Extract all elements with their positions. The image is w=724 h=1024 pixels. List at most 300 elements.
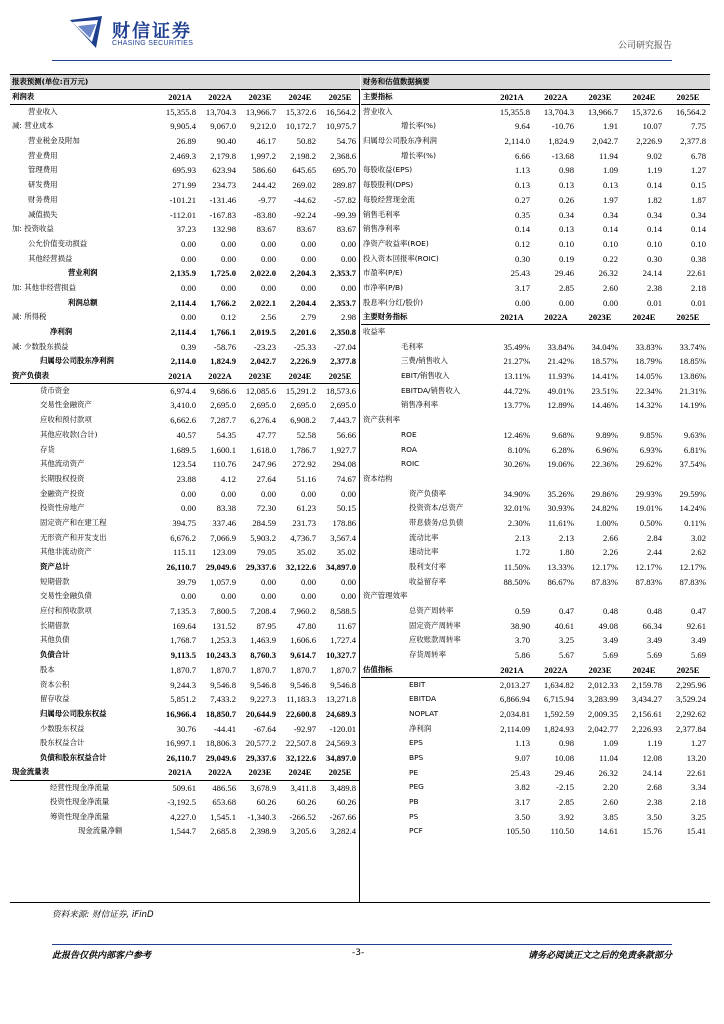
row-label: EBITDA — [409, 694, 437, 704]
year-header: 2025E — [666, 663, 710, 678]
table-row — [361, 780, 710, 795]
cell-value: 2.60 — [602, 797, 618, 808]
row-label: 交易性金融资产 — [40, 400, 92, 410]
cell-value: 132.98 — [212, 224, 236, 235]
cell-value: 0.10 — [558, 238, 574, 249]
row-label: 资产获利率 — [363, 415, 400, 425]
row-label: 净利润 — [50, 327, 73, 337]
year-header: 2025E — [320, 369, 360, 384]
cell-value: 2,469.3 — [170, 150, 196, 161]
table-row — [10, 442, 360, 457]
cell-value: 18.57% — [591, 356, 618, 367]
cell-value: 12.08 — [642, 752, 662, 763]
cell-value — [666, 325, 710, 340]
row-label: 存货周转率 — [409, 650, 446, 660]
cell-value: 54.76 — [336, 136, 357, 147]
table-row — [361, 237, 710, 252]
cell-value: -9.77 — [258, 194, 276, 205]
cell-value: -267.66 — [329, 811, 357, 822]
cell-value: -101.21 — [169, 194, 196, 205]
cell-value: 33.83% — [635, 341, 662, 352]
row-label: PEG — [409, 782, 424, 792]
cell-value: 2.13 — [514, 532, 530, 543]
cell-value: 1,824.9 — [548, 136, 574, 147]
cell-value: 2,695.0 — [290, 400, 316, 411]
cell-value — [622, 325, 666, 340]
cell-value: 11.93% — [547, 371, 574, 382]
cell-value: 3,283.99 — [587, 694, 618, 705]
year-header: 2025E — [666, 310, 710, 325]
cell-value: 0.50% — [639, 517, 662, 528]
cell-value: 3.17 — [514, 282, 530, 293]
year-header: 2021A — [160, 90, 200, 105]
cell-value: 3.82 — [514, 782, 530, 793]
cell-value: 2,019.5 — [250, 327, 276, 338]
cell-value: 2,695.0 — [250, 400, 276, 411]
cell-value: 2,034.81 — [499, 708, 530, 719]
table-row — [10, 589, 360, 604]
cell-value: 46.17 — [256, 136, 276, 147]
cell-value: 0.01 — [690, 297, 707, 308]
cell-value: 29.46 — [554, 767, 574, 778]
table-row — [10, 545, 360, 560]
table-row — [361, 222, 710, 237]
cell-value: 394.75 — [172, 517, 196, 528]
table-row — [10, 354, 360, 369]
cell-value: 2.62 — [690, 547, 707, 558]
table-row — [10, 604, 360, 619]
row-label: 固定资产周转率 — [409, 620, 461, 630]
cell-value: 2.38 — [646, 282, 662, 293]
cell-value: -58.76 — [213, 341, 236, 352]
cell-value: 86.67% — [547, 576, 574, 587]
cell-value: 49.01% — [547, 385, 574, 396]
cell-value: 18.85% — [679, 356, 707, 367]
cell-value: 9,546.8 — [250, 679, 276, 690]
cell-value: 18,806.3 — [205, 738, 236, 749]
table-row — [361, 472, 710, 487]
table-row — [10, 751, 360, 766]
cell-value: 12,085.6 — [245, 386, 276, 397]
cell-value: 3,529.24 — [675, 694, 707, 705]
year-header: 2022A — [534, 310, 578, 325]
cell-value: 2.60 — [602, 282, 618, 293]
year-header: 2024E — [280, 765, 320, 780]
section-header-row — [10, 765, 360, 780]
table-row — [361, 765, 710, 780]
cell-value: 13,966.7 — [245, 106, 276, 117]
cell-value: 13.11% — [503, 371, 530, 382]
cell-value: 6.96% — [595, 444, 618, 455]
cell-value: 1,463.9 — [250, 635, 276, 646]
cell-value: 1.72 — [514, 547, 530, 558]
cell-value: 2.85 — [558, 282, 574, 293]
forecast-statements-panel — [10, 75, 360, 902]
cell-value: 269.02 — [292, 180, 316, 191]
cell-value: 35.02 — [336, 547, 357, 558]
row-label: 带息债务/总负债 — [409, 517, 464, 527]
table-row — [10, 501, 360, 516]
cell-value: 15,291.2 — [285, 386, 316, 397]
cell-value: 35.02 — [296, 547, 316, 558]
chasing-logo-icon — [66, 12, 106, 52]
table-row — [361, 809, 710, 824]
cell-value: 2,198.2 — [290, 150, 316, 161]
cell-value — [666, 472, 710, 487]
table-row — [10, 648, 360, 663]
row-label: 负债和股东权益合计 — [40, 752, 107, 762]
section-header: 利润表 — [10, 90, 160, 105]
cell-value: 8,588.5 — [330, 606, 357, 617]
cell-value: 47.77 — [256, 429, 276, 440]
cell-value: 9.02 — [646, 150, 662, 161]
cell-value: 10,172.7 — [285, 121, 316, 132]
row-label: 销售净利率 — [363, 224, 400, 234]
cell-value: 509.61 — [172, 782, 196, 793]
cell-value: 21.27% — [503, 356, 530, 367]
cell-value: 6.81% — [683, 444, 707, 455]
cell-value: 32,122.6 — [285, 562, 316, 573]
table-row — [10, 574, 360, 589]
row-label: 营业收入 — [363, 106, 393, 116]
cell-value: 60.26 — [336, 797, 357, 808]
cell-value: 169.64 — [172, 620, 196, 631]
table-row — [10, 516, 360, 531]
cell-value: 0.47 — [690, 606, 707, 617]
data-source-note: 资料来源: 财信证券, iFinD — [52, 910, 154, 920]
table-row — [361, 193, 710, 208]
table-row — [361, 795, 710, 810]
cell-value: 92.61 — [686, 620, 707, 631]
year-header: 2022A — [534, 663, 578, 678]
cell-value: 14.61 — [598, 826, 618, 837]
cell-value: 16,966.4 — [165, 708, 196, 719]
cell-value: 0.22 — [602, 253, 618, 264]
cell-value: 2,159.78 — [631, 679, 662, 690]
cell-value: 2,377.8 — [680, 136, 707, 147]
table-row — [361, 618, 710, 633]
cell-value: 13,271.8 — [326, 694, 357, 705]
row-label: 营业费用 — [28, 150, 58, 160]
table-row — [361, 736, 710, 751]
table-row — [10, 530, 360, 545]
cell-value: 1,545.1 — [210, 811, 236, 822]
row-label: 速动比率 — [409, 547, 439, 557]
table-row — [361, 428, 710, 443]
table-row — [361, 119, 710, 134]
cell-value: 1,766.2 — [210, 297, 236, 308]
cell-value: 1,727.4 — [330, 635, 357, 646]
cell-value: 15.41 — [686, 826, 707, 837]
table-row — [361, 281, 710, 296]
cell-value: 0.00 — [514, 297, 530, 308]
row-label: 总资产周转率 — [409, 606, 454, 616]
cell-value: 3,205.6 — [290, 826, 316, 837]
table-row — [10, 281, 360, 296]
table-row — [361, 178, 710, 193]
row-label: 增长率(%) — [401, 121, 436, 131]
cell-value: -167.83 — [209, 209, 236, 220]
cell-value: 247.96 — [252, 459, 276, 470]
row-label: EBITDA/销售收入 — [401, 385, 461, 395]
table-title: 报表预测(单位:百万元) — [10, 75, 360, 90]
year-header: 2023E — [240, 765, 280, 780]
cell-value: 51.16 — [296, 473, 316, 484]
cell-value: 12.17% — [679, 562, 707, 573]
cell-value: 14.05% — [635, 371, 662, 382]
cell-value: 2,695.0 — [330, 400, 357, 411]
cell-value: 83.67 — [336, 224, 357, 235]
cell-value: 0.48 — [646, 606, 662, 617]
row-label: 无形资产和开发支出 — [40, 532, 107, 542]
cell-value: 4.12 — [220, 473, 236, 484]
cell-value: 2,398.9 — [250, 826, 276, 837]
cell-value: 1,057.9 — [210, 576, 236, 587]
cell-value: 7,433.2 — [210, 694, 236, 705]
cell-value: 29.62% — [635, 459, 662, 470]
cell-value: 6,676.2 — [170, 532, 196, 543]
cell-value — [490, 472, 534, 487]
cell-value: 40.61 — [554, 620, 574, 631]
cell-value: 294.08 — [332, 459, 357, 470]
cell-value: 24.82% — [591, 503, 618, 514]
cell-value: 7,443.7 — [330, 415, 357, 426]
row-label: 公允价值变动损益 — [28, 238, 88, 248]
cell-value: 13.20 — [686, 752, 707, 763]
cell-value: 2,295.96 — [675, 679, 707, 690]
cell-value: 7,287.7 — [210, 415, 236, 426]
cell-value: -67.64 — [253, 723, 276, 734]
table-row — [361, 574, 710, 589]
cell-value — [666, 589, 710, 604]
cell-value: 5.69 — [602, 650, 618, 661]
table-row — [10, 339, 360, 354]
cell-value: 21.31% — [679, 385, 707, 396]
cell-value: 2,114.4 — [170, 327, 196, 338]
cell-value: 2,368.6 — [330, 150, 357, 161]
cell-value: 1,870.7 — [250, 664, 276, 675]
cell-value: 52.58 — [296, 429, 316, 440]
cell-value: 1.27 — [690, 738, 707, 749]
cell-value: -57.82 — [333, 194, 357, 205]
row-label: NOPLAT — [409, 708, 439, 718]
cell-value: 37.23 — [176, 224, 196, 235]
cell-value: 2,013.27 — [499, 679, 530, 690]
cell-value: 6,662.6 — [170, 415, 196, 426]
cell-value: 34,897.0 — [326, 752, 357, 763]
cell-value: 623.94 — [212, 165, 236, 176]
cell-value: 12.17% — [635, 562, 662, 573]
cell-value: 2,042.7 — [592, 136, 618, 147]
table-row — [361, 354, 710, 369]
cell-value: -10.76 — [551, 121, 574, 132]
cell-value: 2,156.61 — [631, 708, 662, 719]
year-header: 2021A — [490, 310, 534, 325]
year-header: 2024E — [280, 90, 320, 105]
cell-value: 29.59% — [679, 488, 707, 499]
cell-value: 49.08 — [598, 620, 618, 631]
cell-value: -44.62 — [293, 194, 316, 205]
cell-value — [666, 413, 710, 428]
cell-value: 2,377.8 — [330, 356, 357, 367]
cell-value: 9.63% — [683, 429, 707, 440]
table-title-row — [10, 75, 360, 90]
year-header: 2022A — [200, 369, 240, 384]
cell-value: 10.08 — [554, 752, 574, 763]
footer-disclaimer-right: 请务必阅读正文之后的免责条款部分 — [527, 951, 672, 961]
year-header: 2023E — [578, 663, 622, 678]
cell-value: 26,110.7 — [166, 752, 196, 763]
row-label: 股东权益合计 — [40, 738, 85, 748]
cell-value: 0.10 — [646, 238, 662, 249]
cell-value: 2.44 — [646, 547, 662, 558]
cell-value: 0.35 — [514, 209, 530, 220]
cell-value — [534, 325, 578, 340]
row-label: 减值损失 — [28, 209, 58, 219]
row-label: 存货 — [40, 444, 55, 454]
table-row — [361, 751, 710, 766]
cell-value: 18,573.6 — [326, 386, 357, 397]
cell-value: 271.99 — [172, 180, 196, 191]
cell-value: 7.75 — [690, 121, 707, 132]
cell-value: 6,866.94 — [499, 694, 530, 705]
cell-value: 0.15 — [690, 180, 707, 191]
cell-value: 13.86% — [679, 371, 707, 382]
cell-value: 4,227.0 — [170, 811, 196, 822]
cell-value: 90.40 — [216, 136, 236, 147]
table-row — [10, 736, 360, 751]
cell-value: 2,353.7 — [330, 297, 357, 308]
cell-value: 87.83% — [679, 576, 707, 587]
cell-value: 10,327.7 — [326, 650, 357, 661]
cell-value: -120.01 — [329, 723, 357, 734]
cell-value: 0.34 — [558, 209, 574, 220]
row-label: 归属母公司股东净利润 — [363, 136, 437, 146]
table-title: 财务和估值数据摘要 — [361, 75, 710, 90]
row-label: 金融资产投资 — [40, 488, 85, 498]
cell-value: -92.24 — [293, 209, 316, 220]
cell-value: 1,689.5 — [170, 444, 196, 455]
cell-value: 9.64 — [514, 121, 530, 132]
cell-value: -13.68 — [551, 150, 574, 161]
cell-value: 0.59 — [514, 606, 530, 617]
row-label: 净资产收益率(ROE) — [363, 238, 429, 248]
cell-value: 2,012.33 — [587, 679, 618, 690]
section-header: 主要指标 — [361, 90, 490, 105]
cell-value: 74.67 — [336, 473, 357, 484]
cell-value: 0.00 — [602, 297, 618, 308]
table-title-row — [361, 75, 710, 90]
row-label: 资产总计 — [40, 562, 70, 572]
year-header: 2025E — [666, 90, 710, 105]
row-label: 减: 少数股东损益 — [12, 341, 69, 351]
cell-value: 1.09 — [602, 738, 618, 749]
row-label: 货币资金 — [40, 386, 70, 396]
cell-value: 2,114.0 — [504, 136, 530, 147]
cell-value: 0.00 — [341, 253, 357, 264]
table-row — [10, 721, 360, 736]
cell-value: 20,577.2 — [245, 738, 276, 749]
table-row — [361, 486, 710, 501]
cell-value: 0.10 — [602, 238, 618, 249]
cell-value: 50.82 — [296, 136, 316, 147]
table-row — [361, 369, 710, 384]
cell-value: 3.34 — [690, 782, 707, 793]
row-label: 少数股东权益 — [40, 723, 85, 733]
cell-value: 18.79% — [635, 356, 662, 367]
cell-value: 645.65 — [292, 165, 316, 176]
row-label: 投入资本回报率(ROIC) — [363, 253, 439, 263]
row-label: 加: 其他非经营损益 — [12, 282, 76, 292]
table-row — [10, 163, 360, 178]
cell-value: 30.93% — [547, 503, 574, 514]
table-row — [10, 663, 360, 678]
table-row — [10, 457, 360, 472]
cell-value: 30.26% — [503, 459, 530, 470]
cell-value: 2,353.7 — [330, 268, 357, 279]
cell-value: 9,113.5 — [170, 650, 196, 661]
cell-value: 0.14 — [514, 224, 530, 235]
cell-value: 244.42 — [252, 180, 276, 191]
cell-value: 110.76 — [212, 459, 236, 470]
row-label: 增长率(%) — [401, 150, 436, 160]
cell-value: 2.68 — [646, 782, 662, 793]
header-divider — [52, 60, 672, 61]
cell-value: 29,337.6 — [245, 562, 276, 573]
section-header-row — [361, 90, 710, 105]
cell-value: 131.52 — [212, 620, 236, 631]
cell-value: 1,725.0 — [210, 268, 236, 279]
row-label: EPS — [409, 738, 423, 748]
cell-value: 3.49 — [602, 635, 618, 646]
cell-value: 0.14 — [646, 180, 662, 191]
cell-value: 24,689.3 — [326, 708, 357, 719]
cell-value — [622, 589, 666, 604]
section-header-row — [361, 663, 710, 678]
cell-value: 15.76 — [642, 826, 662, 837]
cell-value: 20,644.9 — [245, 708, 276, 719]
cell-value: 0.10 — [690, 238, 707, 249]
cell-value: 2,226.9 — [290, 356, 316, 367]
cell-value: 653.68 — [212, 797, 236, 808]
row-label: 财务费用 — [28, 194, 58, 204]
table-row — [361, 442, 710, 457]
cell-value: 1.09 — [602, 165, 618, 176]
table-row — [10, 633, 360, 648]
cell-value: -92.97 — [293, 723, 316, 734]
cell-value: 26.89 — [176, 136, 196, 147]
year-header: 2023E — [578, 310, 622, 325]
row-label: 营业税金及附加 — [28, 136, 80, 146]
table-row — [10, 677, 360, 692]
row-label: 资本公积 — [40, 679, 70, 689]
cell-value: 5.67 — [558, 650, 574, 661]
cell-value: 34,897.0 — [326, 562, 357, 573]
cell-value: 83.67 — [256, 224, 276, 235]
cell-value: 2,114.09 — [500, 723, 530, 734]
cell-value: 7,960.2 — [290, 606, 316, 617]
section-header: 估值指标 — [361, 663, 490, 678]
cell-value: 0.11% — [684, 517, 707, 528]
table-row — [361, 339, 710, 354]
cell-value: 1.27 — [690, 165, 707, 176]
cell-value: 3,282.4 — [330, 826, 357, 837]
cell-value: 2.56 — [260, 312, 276, 323]
cell-value: 22.34% — [635, 385, 662, 396]
row-label: 减: 营业成本 — [12, 121, 54, 131]
cell-value: 0.26 — [558, 194, 574, 205]
cell-value: 7,135.3 — [170, 606, 196, 617]
